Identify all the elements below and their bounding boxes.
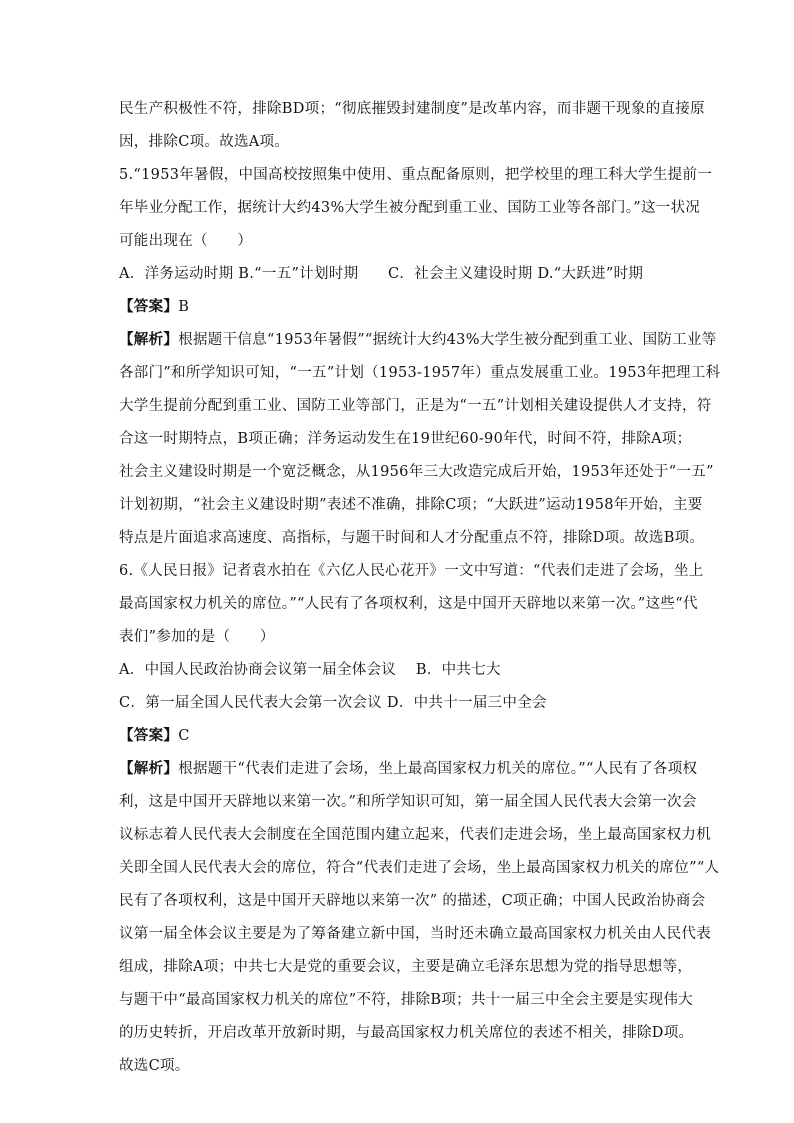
question-6-options: A．中国人民政治协商会议第一届全体会议 B．中共七大: [119, 662, 501, 678]
text-line: 的历史转折，开启改革开放新时期，与最高国家权力机关席位的表述不相关，排除D项。: [119, 1025, 694, 1041]
text-line: 关即全国人民代表大会的席位，符合“代表们走进了会场，坐上最高国家权力机关的席位”“人: [119, 860, 720, 876]
text-line: 可能出现在（ ）: [119, 233, 253, 249]
answer-label: 【答案】B: [119, 298, 190, 315]
text-line: 议第一届全体会议主要是为了筹备建立新中国，当时还未确立最高国家权力机关由人民代表: [119, 926, 711, 942]
text-line: 合这一时期特点，B项正确；洋务运动发生在19世纪60-90年代，时间不符，排除A项；: [119, 431, 692, 447]
text-line: 年毕业分配工作，据统计大约43%大学生被分配到重工业、国防工业等各部门。”这一状况: [119, 200, 701, 216]
text-line: 大学生提前分配到重工业、国防工业等部门，正是为“一五”计划相关建设提供人才支持，符: [119, 398, 712, 414]
text-line: 组成，排除A项；中共七大是党的重要会议，主要是确立毛泽东思想为党的指导思想等，: [119, 959, 693, 975]
text-line: 各部门”和所学知识可知，“一五”计划（1953-1957年）重点发展重工业。1953年把理工科: [119, 365, 721, 381]
question-6-stem: 6.《人民日报》记者袁水拍在《六亿人民心花开》一文中写道：“代表们走进了会场，坐上: [119, 563, 704, 579]
text-line: 与题干中“最高国家权力机关的席位”不符，排除B项；共十一届三中全会主要是实现伟大: [119, 992, 693, 1008]
text-line: 民有了各项权利，这是中国开天辟地以来第一次” 的描述，C项正确；中国人民政治协商会: [119, 893, 706, 909]
answer-label: 【答案】C: [119, 727, 190, 744]
text-line: 利，这是中国开天辟地以来第一次。”和所学知识可知，第一届全国人民代表大会第一次会: [119, 794, 697, 810]
text-line: 社会主义建设时期是一个宽泛概念，从1956年三大改造完成后开始，1953年还处于“一五”: [119, 464, 714, 480]
text-line: 计划初期，“社会主义建设时期”表述不准确，排除C项；“大跃进”运动1958年开始，主要: [119, 497, 703, 513]
text-line: 表们”参加的是（ ）: [119, 629, 275, 645]
question-5-options: A．洋务运动时期 B.“一五”计划时期 C．社会主义建设时期 D.“大跃进”时期: [119, 266, 644, 282]
text-line: 因，排除C项。故选A项。: [119, 134, 290, 150]
analysis-line: 【解析】根据题干信息“1953年暑假”“据统计大约43%大学生被分配到重工业、国防工业等: [119, 331, 717, 348]
text-line: 议标志着人民代表大会制度在全国范围内建立起来，代表们走进会场，坐上最高国家权力机: [119, 827, 711, 843]
text-line: 故选C项。: [119, 1058, 190, 1074]
question-6-options: C．第一届全国人民代表大会第一次会议 D．中共十一届三中全会: [119, 695, 547, 711]
text-line: 最高国家权力机关的席位。”“人民有了各项权利，这是中国开天辟地以来第一次。”这些“代: [119, 596, 698, 612]
question-5-stem: 5.“1953年暑假，中国高校按照集中使用、重点配备原则，把学校里的理工科大学生提前一: [119, 167, 713, 183]
text-line: 民生产积极性不符，排除BD项；“彻底摧毁封建制度”是改革内容，而非题干现象的直接原: [119, 101, 705, 117]
analysis-line: 【解析】根据题干“代表们走进了会场，坐上最高国家权力机关的席位。”“人民有了各项权: [119, 760, 698, 777]
text-line: 特点是片面追求高速度、高指标，与题干时间和人才分配重点不符，排除D项。故选B项。: [119, 530, 705, 546]
